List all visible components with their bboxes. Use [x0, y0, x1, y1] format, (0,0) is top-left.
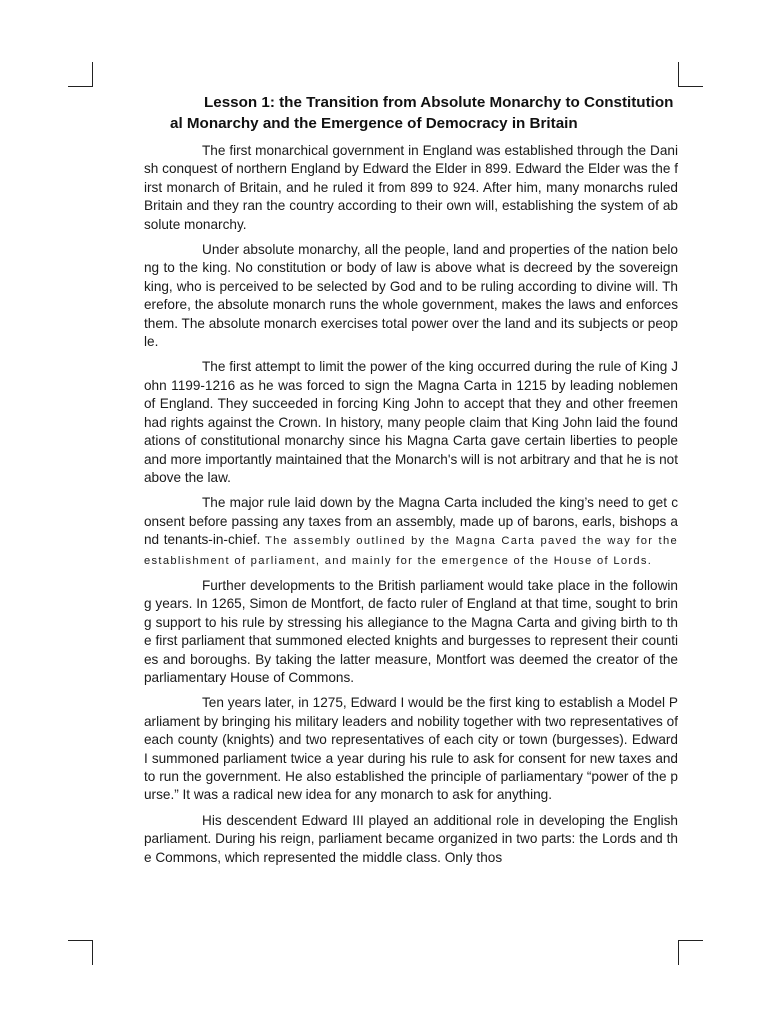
paragraph-edward-iii	[144, 812, 678, 867]
paragraph-absolute-monarchy	[144, 241, 678, 351]
crop-mark-bottom-left	[68, 940, 93, 965]
crop-mark-top-left	[68, 62, 93, 87]
paragraph-major-rule	[144, 494, 678, 570]
lesson-title: Lesson 1: the Transition from Absolute Monarchy to Constitutional Monarchy and the Emergence of Democracy in Britain	[170, 94, 674, 132]
paragraph-montfort	[144, 577, 678, 687]
paragraph-model-parliament	[144, 694, 678, 804]
paragraph-first-monarchy	[144, 142, 678, 234]
paragraph-text: His descendent Edward III played an additional role in developing the English parliament. During his reign, parliament became organized in two parts: the Lords and the Commons, which represented the middle class. Only thos	[144, 812, 678, 865]
crop-mark-top-right	[678, 62, 703, 87]
crop-mark-bottom-right	[678, 940, 703, 965]
paragraph-text: Under absolute monarchy, all the people, land and properties of the nation belong to the king. No constitution or body of law is above what is decreed by the sovereign king, who is perceived to be selected by God and to be ruling according to divine will. Therefore, the absolute monarch runs the whole government, makes the laws and enforces them. The absolute monarch exercises total power over the land and its subjects or people.	[144, 242, 678, 350]
paragraph-magna-carta	[144, 358, 678, 487]
document-page	[144, 92, 678, 928]
paragraph-text: The first monarchical government in England was established through the Danish conquest of northern England by Edward the Elder in 899. Edward the Elder was the first monarch of Britain, and he ruled it from 899 to 924. After him, many monarchs ruled Britain and they ran the country according to their own will, establishing the system of absolute monarchy.	[144, 143, 678, 232]
paragraph-text: Further developments to the British parliament would take place in the following years. In 1265, Simon de Montfort, de facto ruler of England at that time, sought to bring support to his rule by stressing his allegiance to the Magna Carta and giving birth to the first parliament that summoned elected knights and burgesses to represent their counties and boroughs. By taking the latter measure, Montfort was deemed the creator of the parliamentary House of Commons.	[144, 577, 678, 685]
paragraph-text-small: The assembly outlined by the Magna Carta paved the way for the establishment of parliament, and mainly for the emergence of the House of Lords.	[144, 535, 678, 567]
paragraph-text: Ten years later, in 1275, Edward I would be the first king to establish a Model Parliament by bringing his military leaders and nobility together with two representatives of each county (knights) and two representatives of each city or town (burgesses). Edward I summoned parliament twice a year during his rule to ask for consent for new taxes and to run the government. He also established the principle of parliamentary “power of the purse.” It was a radical new idea for any monarch to ask for anything.	[144, 695, 678, 803]
paragraph-text: The major rule laid down by the Magna Carta included the king’s need to get consent before passing any taxes from an assembly, made up of barons, earls, bishops and tenants-in-chief.	[144, 495, 678, 548]
paragraph-text: The first attempt to limit the power of the king occurred during the rule of King John 1199-1216 as he was forced to sign the Magna Carta in 1215 by leading noblemen of England. They succeeded in forcing King John to accept that they and other freemen had rights against the Crown. In history, many people claim that King John laid the foundations of constitutional monarchy since his Magna Carta gave certain liberties to people and more importantly maintained that the Monarch's will is not arbitrary and that he is not above the law.	[144, 359, 678, 485]
